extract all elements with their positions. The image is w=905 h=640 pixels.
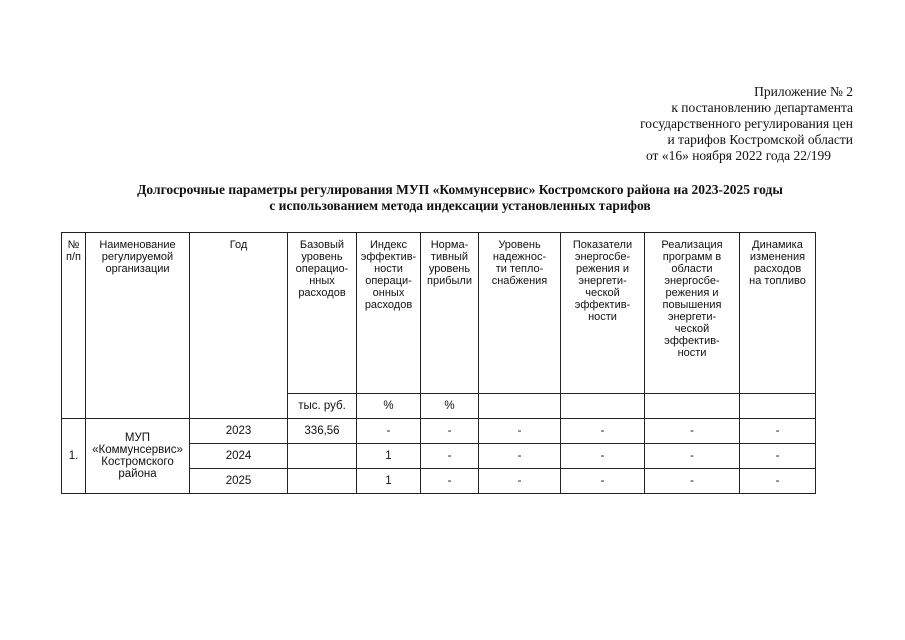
fuel-dynamics-cell: - xyxy=(740,469,816,494)
efficiency-index-cell: - xyxy=(357,419,421,444)
regulation-parameters-table xyxy=(61,232,816,494)
annex-line-3: государственного регулирования цен xyxy=(640,116,853,131)
base-costs-cell xyxy=(288,469,357,494)
header-row xyxy=(62,233,816,394)
base-costs-cell: 336,56 xyxy=(288,419,357,444)
reliability-cell: - xyxy=(479,444,561,469)
reliability-cell: - xyxy=(479,469,561,494)
profit-level-cell: - xyxy=(421,444,479,469)
annex-line-4: и тарифов Костромской области xyxy=(667,132,853,147)
header-cell-energy-programs: Реализация программ в области энергосбе- режения и повышения энергети- ческой эффектив- ности xyxy=(645,233,740,394)
header-cell-fuel-dynamics: Динамика изменения расходов на топливо xyxy=(740,233,816,394)
table-row xyxy=(62,419,816,444)
fuel-dynamics-cell: - xyxy=(740,444,816,469)
header-cell-energy-indicators: Показатели энергосбе- режения и энергети- ческой эффектив- ности xyxy=(561,233,645,394)
header-cell-efficiency-index: Индекс эффектив- ности операци- онных расходов xyxy=(357,233,421,394)
unit-cell-empty xyxy=(479,394,561,419)
organization-cell: МУП «Коммунсервис» Костромского района xyxy=(86,419,190,494)
header-cell-reliability: Уровень надежнос- ти тепло- снабжения xyxy=(479,233,561,394)
header-cell-number: № п/п xyxy=(62,233,86,419)
title-line-1: Долгосрочные параметры регулирования МУП «Коммунсервис» Костромского района на 2023-2025 годы xyxy=(137,182,783,197)
profit-level-cell: - xyxy=(421,419,479,444)
year-cell: 2023 xyxy=(190,419,288,444)
efficiency-index-cell: 1 xyxy=(357,444,421,469)
annex-line-2: к постановлению департамента xyxy=(671,100,853,115)
energy-indicators-cell: - xyxy=(561,419,645,444)
profit-level-cell: - xyxy=(421,469,479,494)
unit-cell-base: тыс. руб. xyxy=(288,394,357,419)
energy-programs-cell: - xyxy=(645,419,740,444)
fuel-dynamics-cell: - xyxy=(740,419,816,444)
row-number-cell: 1. xyxy=(62,419,86,494)
energy-indicators-cell: - xyxy=(561,444,645,469)
document-title xyxy=(60,182,860,214)
annex-line-1: Приложение № 2 xyxy=(754,84,853,99)
efficiency-index-cell: 1 xyxy=(357,469,421,494)
year-cell: 2024 xyxy=(190,444,288,469)
header-cell-year: Год xyxy=(190,233,288,419)
year-cell: 2025 xyxy=(190,469,288,494)
title-line-2: с использованием метода индексации установленных тарифов xyxy=(269,198,651,213)
header-cell-profit-level: Норма- тивный уровень прибыли xyxy=(421,233,479,394)
annex-block xyxy=(533,84,853,164)
base-costs-cell xyxy=(288,444,357,469)
header-cell-base-costs: Базовый уровень операцио- нных расходов xyxy=(288,233,357,394)
unit-cell-profit: % xyxy=(421,394,479,419)
annex-line-5: от «16» ноября 2022 года 22/199 xyxy=(645,148,831,163)
unit-cell-index: % xyxy=(357,394,421,419)
energy-indicators-cell: - xyxy=(561,469,645,494)
energy-programs-cell: - xyxy=(645,444,740,469)
energy-programs-cell: - xyxy=(645,469,740,494)
unit-cell-empty xyxy=(740,394,816,419)
reliability-cell: - xyxy=(479,419,561,444)
unit-cell-empty xyxy=(645,394,740,419)
unit-cell-empty xyxy=(561,394,645,419)
header-cell-organization: Наименование регулируемой организации xyxy=(86,233,190,419)
